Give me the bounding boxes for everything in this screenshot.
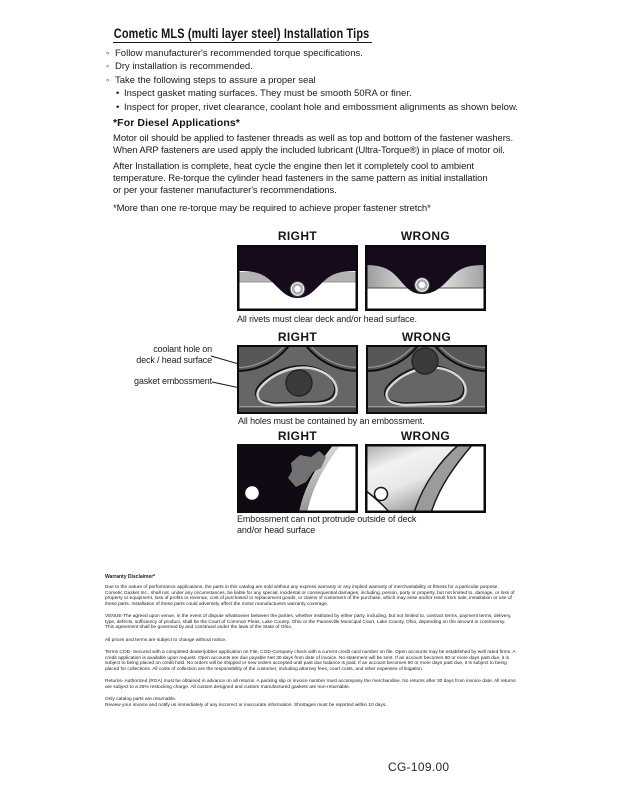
list-item — [116, 87, 518, 100]
diesel-applications-heading: *For Diesel Applications* — [113, 117, 240, 129]
protrusion-wrong-illustration — [365, 444, 486, 513]
coolant-hole-annotation: coolant hole on deck / head surface — [136, 344, 212, 365]
row2-caption: All holes must be contained by an embossment. — [238, 416, 425, 426]
wrong-label: WRONG — [400, 229, 451, 243]
coolant-hole — [412, 348, 438, 374]
right-label: RIGHT — [277, 330, 318, 344]
rivet-wrong-diagram — [365, 245, 486, 311]
retorque-note: *More than one re-torque may be required to achieve proper fastener stretch* — [113, 203, 431, 214]
circle-bullet-icon: ◦ — [106, 61, 110, 73]
right-label: RIGHT — [277, 429, 318, 443]
list-item — [116, 101, 518, 114]
warranty-disclaimer-section — [105, 574, 517, 715]
page-number: CG-109.00 — [388, 760, 450, 774]
coolant-hole-wrong-illustration — [366, 345, 487, 414]
diesel-paragraph: After Installation is complete, heat cycle the engine then let it completely cool to ambient temperature. Re-torque the cylinder head fasteners in the same pattern as initial installation or per your fastener manufacturer's recommendations. — [113, 161, 488, 196]
bolt-hole — [375, 488, 388, 501]
installation-tips-list — [106, 47, 518, 114]
coolant-hole-wrong-diagram — [366, 345, 487, 414]
legal-paragraph: Only catalog parts are returnable. Review your invoice and notify us immediately of any incorrect or inaccurate information. Shortages must be reported within 10 days. — [105, 697, 387, 708]
coolant-hole-right-illustration — [237, 345, 358, 414]
tip-text: Inspect for proper, rivet clearance, coolant hole and embossment alignments as shown below. — [124, 101, 518, 113]
bolt-hole — [245, 486, 259, 500]
coolant-hole — [286, 370, 312, 396]
legal-paragraph: Due to the nature of performance applications, the parts in this catalog are sold without any express warranty or any implied warranty of merchantability or fitness for a particular purpose. Cometic Gasket Inc., shall not, under any circumstances, be liable for any special, incidental or consequential damages, including, person, party or property, but not limited to, damage, or loss of property or equipment, loss of profits or revenue, cost of purchased or replacement goods, or claims of customers of the purchase, which may arise and/or result from sale, installation or use of these parts. Installation of these parts could adversely affect the motor manufacturers warranty coverage. — [105, 585, 515, 607]
tip-text: Follow manufacturer's recommended torque specifications. — [115, 48, 363, 59]
legal-paragraph: Terms COD- Secured with a completed dealer/jobber application on File, COD-Company check with a current credit card number on file. Open accounts may be established by well rated firms. A credit application is available upon request. Open accounts are due payable Net 30 days from date of invoice. No statement will be sent. If an account becomes 60 or more days past due, it is subject to being placed on credit hold. No orders will be shipped or new orders accepted until past due balance is paid. If an account becomes 90 or more days past due, it is subject to being placed for collections. All costs of collection are the responsibility of the customer, including attorney fees, court costs, and other expenses of litigation. — [105, 650, 516, 672]
circle-bullet-icon: ◦ — [106, 48, 110, 59]
wrong-label: WRONG — [401, 330, 452, 344]
row1-caption: All rivets must clear deck and/or head surface. — [237, 314, 417, 324]
rivet-right-diagram — [237, 245, 358, 311]
list-item — [106, 47, 518, 60]
dot-bullet-icon: • — [116, 88, 120, 100]
wrong-label: WRONG — [400, 429, 451, 443]
rivet-right-illustration — [237, 245, 358, 311]
legal-paragraph: All prices and terms are subject to change without notice. — [105, 637, 227, 643]
list-item — [106, 74, 518, 87]
circle-bullet-icon: ◦ — [106, 74, 110, 86]
right-label: RIGHT — [277, 229, 318, 243]
dot-bullet-icon: • — [116, 101, 120, 113]
protrusion-right-diagram — [237, 444, 358, 513]
gasket-embossment-annotation: gasket embossment — [134, 376, 212, 386]
protrusion-right-illustration — [237, 444, 358, 513]
protrusion-wrong-diagram — [365, 444, 486, 513]
legal-paragraph: VENUE-The agreed upon venue, in the event of dispute whatsoever between the parties, whether instituted by either party, including, but not limited to, contract terms, payment terms, delivery, type, defects, sufficiency of product, shall be the Court of Common Pleas, Lake County, Ohio or the Painesville Municipal Court, Lake County, Ohio, depending on the amount in controversy. This agreement shall be governed by and construed under the laws of the State of Ohio. — [105, 614, 512, 630]
warranty-disclaimer-heading: Warranty Disclaimer* — [105, 574, 156, 580]
diesel-paragraph: Motor oil should be applied to fastener threads as well as top and bottom of the fastener washers. When ARP fasteners are used apply the included lubricant (Ultra-Torque®) in place of motor oil. — [113, 133, 513, 156]
tip-text: Take the following steps to assure a proper seal — [115, 74, 316, 86]
coolant-hole-right-diagram — [237, 345, 358, 414]
legal-paragraph: Returns- Authorized (RGA) must be obtained in advance on all returns. A packing slip or invoice number must accompany the merchandise. No returns after 30 days from invoice date. All returns are subject to a 25% restocking charge. All custom designed and custom manufactured gaskets are non-returnable. — [105, 679, 516, 690]
row3-caption: Embossment can not protrude outside of deck and/or head surface — [237, 514, 417, 535]
page-title: Cometic MLS (multi layer steel) Installation Tips — [113, 25, 372, 43]
list-item — [106, 60, 518, 73]
tip-text: Dry installation is recommended. — [115, 61, 253, 73]
rivet-wrong-illustration — [365, 245, 486, 311]
tip-text: Inspect gasket mating surfaces. They must be smooth 50RA or finer. — [124, 88, 412, 100]
